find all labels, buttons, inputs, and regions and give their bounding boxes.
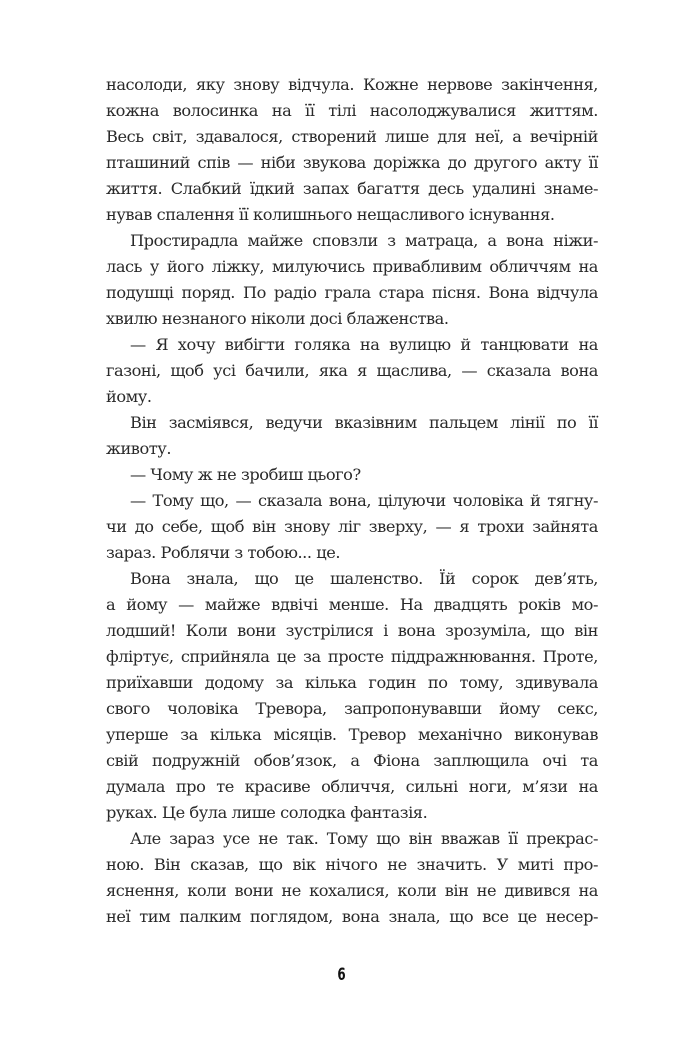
page-number: 6 xyxy=(337,965,346,985)
text-line: насолоди, яку знову відчула. Кожне нервове закінчення, xyxy=(106,75,598,94)
text-line: думала про те красиве обличчя, сильні ноги, м’язи на xyxy=(106,777,598,796)
text-line: уперше за кілька місяців. Тревор механічно виконував xyxy=(106,725,598,744)
text-line: руках. Це була лише солодка фантазія. xyxy=(106,803,428,822)
text-line: нував спалення її колишнього нещасливого існування. xyxy=(106,205,555,224)
text-line: Він засміявся, ведучи вказівним пальцем лінії по її xyxy=(130,413,598,432)
text-line: свій подружній обов’язок, а Фіона заплющила очі та xyxy=(106,751,598,770)
text-line: подушці поряд. По радіо грала стара пісня. Вона відчула xyxy=(106,283,598,302)
text-line: зараз. Роблячи з тобою... це. xyxy=(106,543,341,562)
text-line: а йому — майже вдвічі менше. На двадцять років мо- xyxy=(106,595,598,614)
text-line: Весь світ, здавалося, створений лише для неї, а вечірній xyxy=(106,127,598,146)
text-line: животу. xyxy=(106,439,172,458)
paragraph xyxy=(106,488,598,566)
paragraph xyxy=(106,72,598,228)
text-line: приїхавши додому за кілька годин по тому, здивувала xyxy=(106,673,598,692)
text-line: йому. xyxy=(106,387,152,406)
text-line: яснення, коли вони не кохалися, коли він не дивився на xyxy=(106,881,598,900)
text-line: лась у його ліжку, милуючись привабливим обличчям на xyxy=(106,257,598,276)
paragraph xyxy=(106,228,598,332)
text-line: Вона знала, що це шаленство. Їй сорок дев’ять, xyxy=(130,569,598,588)
body-text xyxy=(106,72,598,930)
text-line: — Я хочу вибігти голяка на вулицю й танцювати на xyxy=(130,335,598,354)
paragraph xyxy=(106,332,598,410)
text-line: пташиний спів — ніби звукова доріжка до другого акту її xyxy=(106,153,598,172)
text-line: Але зараз усе не так. Тому що він вважав її прекрас- xyxy=(130,829,598,848)
text-line: лодший! Коли вони зустрілися і вона зрозуміла, що він xyxy=(106,621,598,640)
paragraph xyxy=(106,410,598,462)
paragraph xyxy=(106,826,598,930)
text-line: ною. Він сказав, що вік нічого не значить. У миті про- xyxy=(106,855,598,874)
text-line: Простирадла майже сповзли з матраца, а вона ніжи- xyxy=(130,231,598,250)
paragraph xyxy=(106,566,598,826)
text-line: хвилю незнаного ніколи досі блаженства. xyxy=(106,309,449,328)
text-line: газоні, щоб усі бачили, яка я щаслива, — сказала вона xyxy=(106,361,598,380)
text-line: неї тим палким поглядом, вона знала, що все це несер- xyxy=(106,907,598,926)
text-line: життя. Слабкий їдкий запах багаття десь удалині знаме- xyxy=(106,179,598,198)
text-line: — Тому що, — сказала вона, цілуючи чоловіка й тягну- xyxy=(130,491,598,510)
paragraph xyxy=(106,462,598,488)
text-line: — Чому ж не зробиш цього? xyxy=(130,465,361,484)
text-line: свого чоловіка Тревора, запропонувавши йому секс, xyxy=(106,699,598,718)
text-line: фліртує, сприйняла це за просте піддражнювання. Проте, xyxy=(106,647,598,666)
text-line: кожна волосинка на її тілі насолоджувалися життям. xyxy=(106,101,598,120)
text-line: чи до себе, щоб він знову ліг зверху, — я трохи зайнята xyxy=(106,517,598,536)
